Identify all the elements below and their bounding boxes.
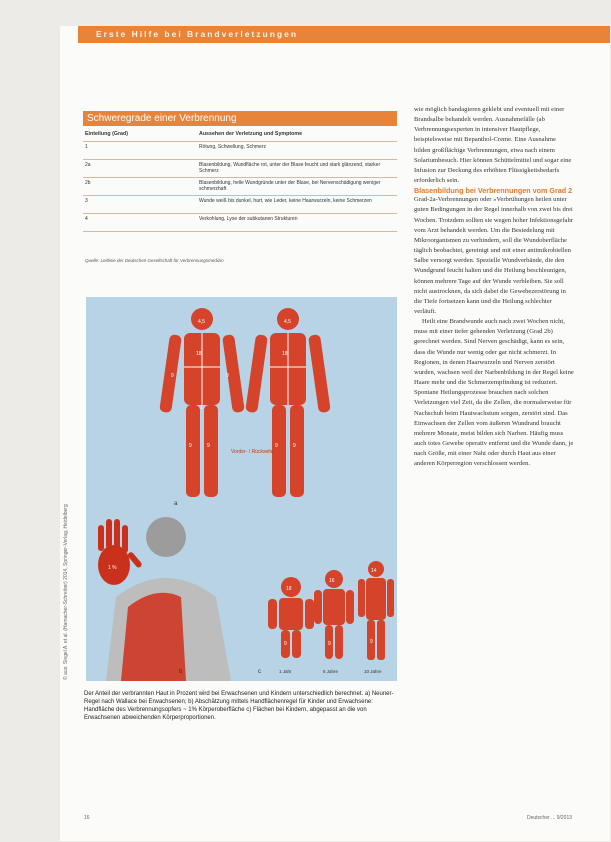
label-genital: 1: [200, 405, 203, 411]
label-head-back: 4,5: [284, 319, 291, 325]
page-number: 16: [84, 815, 90, 821]
label-leg-back-right: 9: [293, 443, 296, 449]
section-heading: Blasenbildung bei Verbrennungen vom Grad 2: [414, 186, 573, 196]
grade-cell: 2b: [83, 178, 197, 196]
child-10-figure: [358, 561, 394, 660]
age-label-5: 5 Jahre: [323, 669, 339, 674]
paragraph-3: Heilt eine Brandwunde auch nach zwei Wochen nicht, muss mit einer tiefer gehenden Verletzung (Grad 2b) gerechnet werden. Sind Nerven geschädigt, kann es sein, dass die Wunde nur wenig oder gar nicht schmerzt. In Regionen, in denen Haarwurzeln und Nerven zerstört wurden, wachsen weil der Narbenbildung in der Regel keine Haare mehr und die Schmerzempfindung ist reduziert. Spontane Heilungsprozesse brauchen nach solchen Verletzungen viel Zeit, da die Zellen, die normalerweise für Nachschub beim Hautwachstum sorgen, zerstört sind. Das Einwachsen der Zellen vom äußeren Wundrand braucht mehrere Monate, meist bilden sich Narben. Häufig muss auch totes Gewebe operativ entfernt und die Wunde dann, je nach Größe, mit einer Naht oder durch Haut aus einer anderen Körperregion verschlossen werden.: [414, 318, 574, 468]
label-child10-leg: 9: [370, 639, 373, 645]
label-child1-head: 18: [286, 586, 292, 592]
panel-label-c: c: [258, 669, 261, 675]
header-title: Erste Hilfe bei Brandverletzungen: [96, 29, 299, 39]
table-row: [83, 160, 397, 178]
label-child5-leg: 9: [328, 641, 331, 647]
figure-credit: © aus: Siegel A. et al. (Hamacher-Schreiber) 2014, Springer-Verlag, Heidelberg: [63, 504, 69, 680]
legend-front-back: Vorder- / Rückseite: [231, 449, 274, 455]
age-label-1: 1 Jahr: [279, 669, 292, 674]
label-leg-right: 9: [207, 443, 210, 449]
label-arm-right: 9: [226, 373, 229, 379]
label-child10-head: 14: [371, 568, 377, 574]
severity-table: [83, 127, 397, 232]
label-arm-left: 9: [171, 373, 174, 379]
body-surface-figure: [86, 297, 397, 681]
label-hand-percent: 1 %: [108, 565, 117, 571]
grade-cell: 2a: [83, 160, 197, 178]
panel-label-b: b: [179, 669, 183, 675]
table-source: Quelle: Leitlinie der Deutschen Gesellschaft für Verbrennungsmedizin: [85, 258, 224, 263]
label-leg-left: 9: [189, 443, 192, 449]
column-header-symptoms: Aussehen der Verletzung und Symptome: [197, 127, 397, 142]
symptom-cell: Wunde weiß bis dunkel, hart, wie Leder, keine Haarwurzeln, keine Schmerzen: [197, 196, 397, 214]
grade-cell: 1: [83, 142, 197, 160]
label-child1-leg: 9: [284, 641, 287, 647]
hand-icon: [98, 519, 143, 585]
symptom-cell: Rötung, Schwellung, Schmerz: [197, 142, 397, 160]
age-label-10: 10 Jahre: [364, 669, 382, 674]
label-trunk-back: 18: [282, 351, 288, 357]
symptom-cell: Blasenbildung, helle Wundgründe unter der Blase, bei Nervenschädigung weniger schmerzhaft: [197, 178, 397, 196]
label-child5-head: 16: [329, 578, 335, 584]
figure-caption: Der Anteil der verbrannten Haut in Prozent wird bei Erwachsenen und Kindern unterschiedlich berechnet. a) Neuner-Regel nach Wallace bei Erwachsenen; b) Abschätzung mittels Handflächenregel für Kinder und Erwachsene: Handfläche des Verbrennungsopfers ~ 1% Körperoberfläche c) Flächen bei Kindern, abgepasst an die von Erwachsenen abweichenden Körperproportionen.: [84, 691, 394, 722]
table-row: [83, 142, 397, 160]
symptom-cell: Blasenbildung, Wundfläche rot, unter der Blase feucht und stark glänzend, starker Schmerz: [197, 160, 397, 178]
symptom-cell: Verkohlung, Lyse der subkutanen Strukturen: [197, 214, 397, 232]
grade-cell: 3: [83, 196, 197, 214]
label-head-front: 4,5: [198, 319, 205, 325]
region-lines: [184, 333, 306, 405]
grade-cell: 4: [83, 214, 197, 232]
label-trunk-front: 18: [196, 351, 202, 357]
table-row: [83, 214, 397, 232]
paragraph-1: wie möglich bandagieren geklebt und eventuell mit einer Brandsalbe behandelt werden. Ausnahmefälle (ab Verbrennungsexperten in intensiver Hautpflege, beispielsweise mit Bepanthol-Creme. Eine Ausnahme bilden großflächige Verbrennungen, etwa nach einem Solariumbesuch. Hier können Schüttelmittel und sogar eine Infusion zur Deckung des erhöhten Flüssigkeitsbedarfs erforderlich sein.: [414, 106, 572, 185]
label-leg-back-left: 9: [275, 443, 278, 449]
panel-label-a: a: [174, 501, 178, 507]
table-row: [83, 196, 397, 214]
column-header-grade: Einteilung (Grad): [83, 127, 197, 142]
right-column-text: [414, 105, 574, 469]
table-row: [83, 178, 397, 196]
table-title: Schweregrade einer Verbrennung: [83, 111, 397, 126]
issue-info: Deutscher ... 9/2013: [527, 815, 573, 821]
body-diagram: [86, 297, 397, 681]
paragraph-2: Grad-2a-Verbrennungen oder »Verbrühungen heilen unter guten Bedingungen in der Regel innerhalb von zwei bis drei Wochen. Trotzdem sollten sie wegen hoher Infektionsgefahr vom Arzt behandelt werden. Um die Besiedelung mit Mikroorganismen zu verhindern, soll die Wundoberfläche täglich beobachtet, gereinigt und mit einer antimikrobiellen Salbe versorgt werden. Spezielle Wundverbände, die den Wundgrund feucht halten und die Heilung beschleunigen, können mehrere Tage auf der Wunde verbleiben. Sie soll nicht austrocknen, da sich dabei die Gewebezerstörung in die Tiefe fortsetzen kann und die Heilung schlechter verläuft.: [414, 196, 573, 315]
